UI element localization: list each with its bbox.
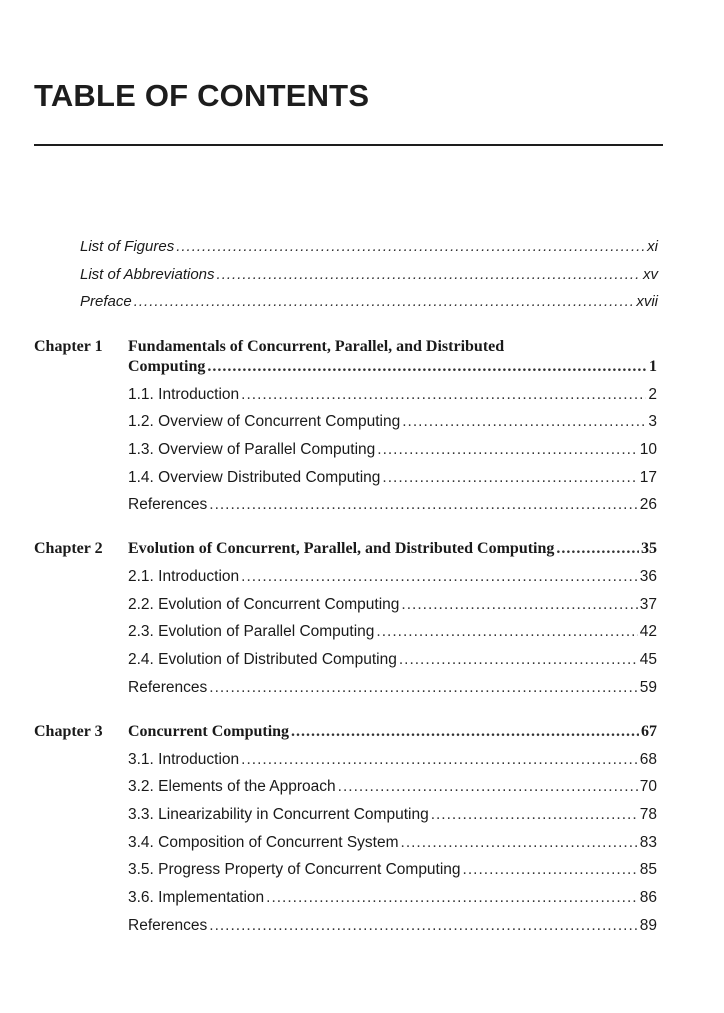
chapter-label: Chapter 1 <box>34 338 103 355</box>
dot-leader <box>291 723 639 741</box>
toc-page-number: 86 <box>639 889 657 906</box>
toc-entry-label: Preface <box>80 293 132 310</box>
dot-leader <box>338 778 638 796</box>
toc-section-references[interactable] <box>128 917 657 935</box>
toc-section[interactable] <box>128 806 657 824</box>
dot-leader <box>209 917 637 935</box>
toc-entry-preface[interactable] <box>80 293 658 311</box>
dot-leader <box>209 679 637 697</box>
dot-leader <box>241 751 638 769</box>
toc-page-number: 36 <box>639 568 657 585</box>
toc-entry-label: List of Figures <box>80 238 175 255</box>
toc-chapter-2[interactable] <box>128 540 657 558</box>
section-title: 2.2. Evolution of Concurrent Computing <box>128 596 400 613</box>
chapter-title: Evolution of Concurrent, Parallel, and Distributed Computing <box>128 540 555 557</box>
toc-page-number: 10 <box>639 441 657 458</box>
toc-section[interactable] <box>128 596 657 614</box>
section-title: 2.4. Evolution of Distributed Computing <box>128 651 397 668</box>
toc-page-number: 26 <box>639 496 657 513</box>
toc-section[interactable] <box>128 751 657 769</box>
page-title: TABLE OF CONTENTS <box>34 78 370 113</box>
toc-entry-label: List of Abbreviations <box>80 266 215 283</box>
chapter-title-line2: Computing <box>128 358 206 375</box>
toc-section[interactable] <box>128 861 657 879</box>
section-title: 3.5. Progress Property of Concurrent Computing <box>128 861 461 878</box>
dot-leader <box>217 266 641 284</box>
dot-leader <box>176 238 645 256</box>
toc-section[interactable] <box>128 413 657 431</box>
toc-page-number: xv <box>643 266 658 283</box>
toc-section[interactable] <box>128 889 657 907</box>
toc-page-number: 68 <box>639 751 657 768</box>
dot-leader <box>209 496 637 514</box>
section-title: References <box>128 917 208 934</box>
dot-leader <box>463 861 638 879</box>
title-divider <box>34 144 663 146</box>
section-title: 3.1. Introduction <box>128 751 240 768</box>
dot-leader <box>266 889 638 907</box>
toc-page-number: 35 <box>641 540 657 557</box>
section-title: 3.4. Composition of Concurrent System <box>128 834 399 851</box>
toc-section[interactable] <box>128 651 657 669</box>
section-title: 1.4. Overview Distributed Computing <box>128 469 381 486</box>
toc-chapter-3[interactable] <box>128 723 657 741</box>
dot-leader <box>401 596 637 614</box>
toc-page-number: 89 <box>639 917 657 934</box>
toc-page-number: 83 <box>639 834 657 851</box>
dot-leader <box>207 358 647 376</box>
chapter-title-line1[interactable]: Fundamentals of Concurrent, Parallel, and Distributed <box>128 338 505 355</box>
toc-section[interactable] <box>128 386 657 404</box>
toc-page-number: 1 <box>649 358 657 375</box>
toc-page-number: xi <box>647 238 658 255</box>
toc-section-references[interactable] <box>128 679 657 697</box>
section-title: 2.1. Introduction <box>128 568 240 585</box>
toc-section[interactable] <box>128 834 657 852</box>
section-title: References <box>128 496 208 513</box>
dot-leader <box>376 623 637 641</box>
toc-page-number: 78 <box>639 806 657 823</box>
dot-leader <box>556 540 639 558</box>
toc-entry-list-of-abbreviations[interactable] <box>80 266 658 284</box>
section-title: 3.3. Linearizability in Concurrent Computing <box>128 806 429 823</box>
dot-leader <box>134 293 635 311</box>
toc-section-references[interactable] <box>128 496 657 514</box>
dot-leader <box>399 651 638 669</box>
toc-entry-list-of-figures[interactable] <box>80 238 658 256</box>
toc-section[interactable] <box>128 441 657 459</box>
toc-page-number: 59 <box>639 679 657 696</box>
toc-page-number: 2 <box>648 386 657 403</box>
toc-page-number: xvii <box>636 293 658 310</box>
chapter-title: Concurrent Computing <box>128 723 290 740</box>
toc-page-number: 45 <box>639 651 657 668</box>
dot-leader <box>402 413 646 431</box>
section-title: 2.3. Evolution of Parallel Computing <box>128 623 375 640</box>
section-title: References <box>128 679 208 696</box>
section-title: 1.3. Overview of Parallel Computing <box>128 441 376 458</box>
dot-leader <box>241 568 638 586</box>
toc-section[interactable] <box>128 469 657 487</box>
toc-section[interactable] <box>128 778 657 796</box>
dot-leader <box>401 834 638 852</box>
dot-leader <box>377 441 637 459</box>
dot-leader <box>382 469 637 487</box>
section-title: 1.2. Overview of Concurrent Computing <box>128 413 401 430</box>
section-title: 3.2. Elements of the Approach <box>128 778 336 795</box>
toc-page-number: 85 <box>639 861 657 878</box>
toc-page-number: 37 <box>639 596 657 613</box>
section-title: 3.6. Implementation <box>128 889 265 906</box>
section-title: 1.1. Introduction <box>128 386 240 403</box>
toc-chapter-1[interactable] <box>128 358 657 376</box>
toc-page-number: 70 <box>639 778 657 795</box>
chapter-label: Chapter 3 <box>34 723 103 740</box>
chapter-label: Chapter 2 <box>34 540 103 557</box>
dot-leader <box>431 806 638 824</box>
toc-section[interactable] <box>128 568 657 586</box>
toc-page-number: 17 <box>639 469 657 486</box>
toc-page-number: 67 <box>641 723 657 740</box>
toc-section[interactable] <box>128 623 657 641</box>
toc-page-number: 3 <box>648 413 657 430</box>
toc-page-number: 42 <box>639 623 657 640</box>
dot-leader <box>241 386 646 404</box>
